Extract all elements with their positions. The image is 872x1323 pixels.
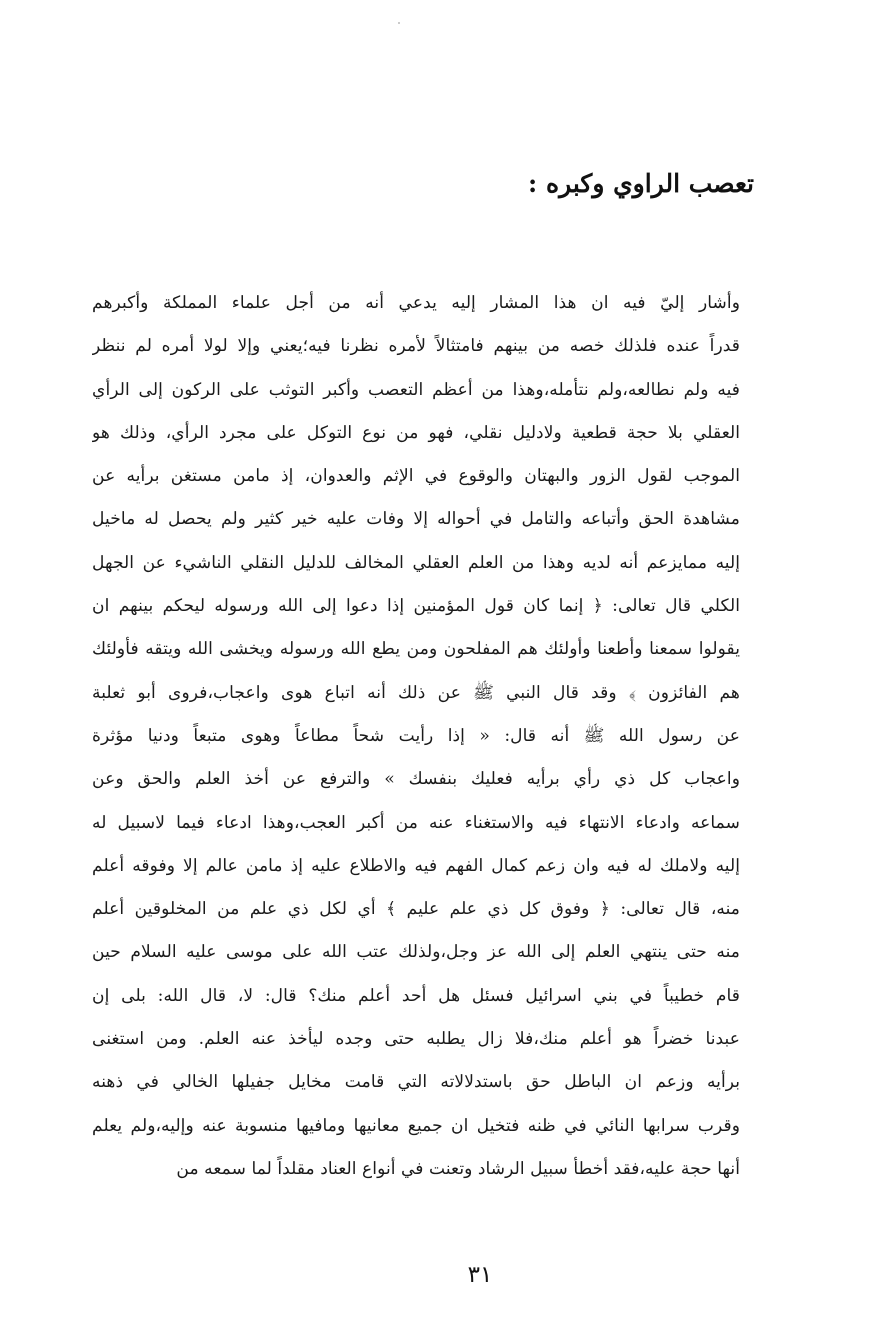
text-line: العقلي بلا حجة قطعية ولادليل نقلي، فهو من نوع التوكل على مجرد الرأي، وذلك هو <box>92 422 740 443</box>
text-line: وقرب سرابها النائي في ظنه فتخيل ان جميع معانيها ومافيها منسوبة عنه وإليه،ولم يعلم <box>92 1115 740 1136</box>
body-text <box>92 282 740 1191</box>
text-line: الموجب لقول الزور والبهتان والوقوع في الإثم والعدوان، إذ مامن مستغن برأيه عن <box>92 466 740 487</box>
text-line: أنها حجة عليه،فقد أخطأ سبيل الرشاد وتعنت في أنواع العناد مقلداً لما سمعه من <box>176 1158 740 1179</box>
text-line: هم الفائزون ﴾ وقد قال النبي ﷺ عن ذلك أنه اتباع هوى واعجاب،فروى أبو ثعلبة <box>92 682 740 703</box>
page-number: ٣١ <box>467 1262 493 1288</box>
text-line: الكلي قال تعالى: ﴿ إنما كان قول المؤمنين إذا دعوا إلى الله ورسوله ليحكم بينهم ان <box>92 596 740 617</box>
text-line: عن رسول الله ﷺ أنه قال: « إذا رأيت شحاً مطاعاً وهوى متبعاً ودنيا مؤثرة <box>92 725 740 746</box>
text-line: عبدنا خضراً هو أعلم منك،فلا زال يطلبه حتى وجده ليأخذ عنه العلم. ومن استغنى <box>92 1029 740 1050</box>
text-line: منه حتى ينتهي العلم إلى الله عز وجل،ولذلك عتب الله على موسى عليه السلام حين <box>92 942 740 963</box>
text-line: مشاهدة الحق وأتباعه والتامل في أحواله إلا وفات عليه خير كثير ولم يحصل له ماخيل <box>92 509 740 530</box>
text-line: إليه ممايزعم أنه لديه وهذا من العلم العقلي المخالف للدليل النقلي الناشيء عن الجهل <box>92 552 740 573</box>
text-line: برأيه وزعم ان الباطل حق باستدلالاته التي قامت مخايل جفيلها الخالي في ذهنه <box>92 1072 740 1093</box>
text-line: سماعه وادعاء الانتهاء فيه والاستغناء عنه من أكبر العجب،وهذا ادعاء فيما لاسبيل له <box>92 812 740 833</box>
text-line: منه، قال تعالى: ﴿ وفوق كل ذي علم عليم ﴾ أي لكل ذي علم من المخلوقين أعلم <box>92 899 740 920</box>
section-heading: تعصب الراوي وكبره : <box>528 169 754 198</box>
scan-speck <box>398 22 400 24</box>
text-line: إليه ولاملك له فيه وان زعم كمال الفهم فيه والاطلاع عليه إذ مامن عالم إلا وفوقه أعلم <box>92 855 740 876</box>
text-line: قدراً عنده فلذلك خصه من بينهم فامتثالاً لأمره نظرنا فيه؛يعني وإلا لولا أمره لم ننظر <box>92 336 740 357</box>
text-line: يقولوا سمعنا وأطعنا وأولئك هم المفلحون ومن يطع الله ورسوله ويخشى الله ويتقه فأولئك <box>92 639 740 660</box>
text-line: قام خطيباً في بني اسرائيل فسئل هل أحد أعلم منك؟ قال: لا، قال الله: بلى إن <box>92 985 740 1006</box>
text-line: واعجاب كل ذي رأي برأيه فعليك بنفسك » والترفع عن أخذ العلم والحق وعن <box>92 769 740 790</box>
text-line: وأشار إليّ فيه ان هذا المشار إليه يدعي أنه من أجل علماء المملكة وأكبرهم <box>92 293 740 313</box>
text-line: فيه ولم نطالعه،ولم نتأمله،وهذا من أعظم التعصب وأكبر التوثب على الركون إلى الرأي <box>92 379 740 400</box>
